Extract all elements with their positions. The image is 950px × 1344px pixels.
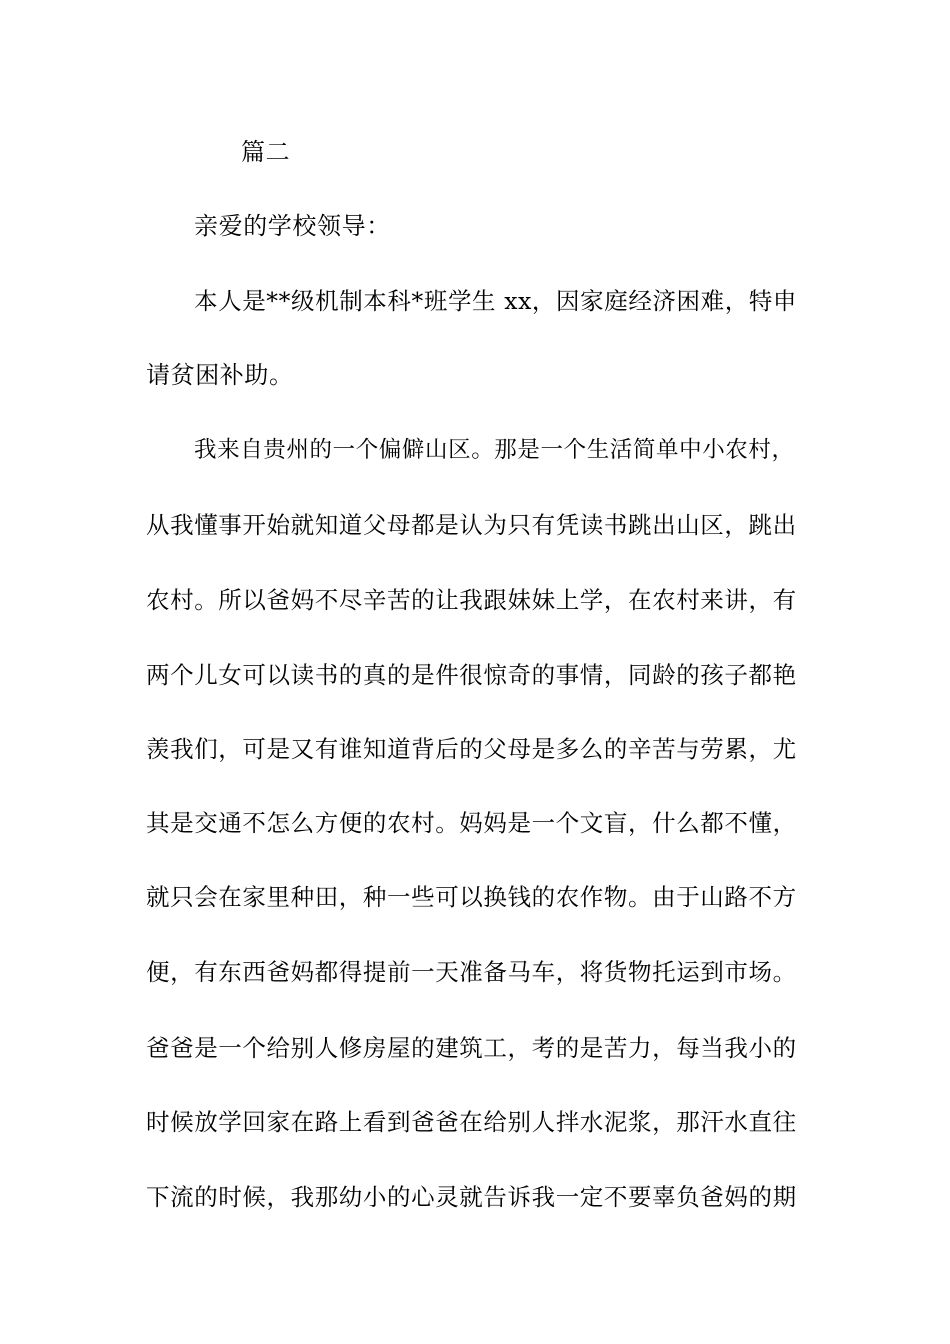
text-line: 其是交通不怎么方便的农村。妈妈是一个文盲，什么都不懂， <box>146 809 797 837</box>
text-line: 就只会在家里种田，种一些可以换钱的农作物。由于山路不方 <box>146 883 797 911</box>
text-line: 农村。所以爸妈不尽辛苦的让我跟妹妹上学，在农村来讲，有 <box>146 586 797 614</box>
text-line: 爸爸是一个给别人修房屋的建筑工，考的是苦力，每当我小的 <box>146 1034 797 1062</box>
text-line: 请贫困补助。 <box>146 361 294 389</box>
text-line: 下流的时候，我那幼小的心灵就告诉我一定不要辜负爸妈的期 <box>146 1183 797 1211</box>
text-line: 羡我们，可是又有谁知道背后的父母是多么的辛苦与劳累，尤 <box>146 735 797 763</box>
text-line: 我来自贵州的一个偏僻山区。那是一个生活简单中小农村， <box>194 437 795 463</box>
salutation: 亲爱的学校领导： <box>194 212 391 240</box>
text-line: 从我懂事开始就知道父母都是认为只有凭读书跳出山区，跳出 <box>146 511 797 539</box>
text-line: 时候放学回家在路上看到爸爸在给别人拌水泥浆，那汗水直往 <box>146 1108 797 1136</box>
text-line: 本人是**级机制本科*班学生 xx，因家庭经济困难，特申 <box>194 287 798 315</box>
section-title: 篇二 <box>241 138 291 166</box>
text-line: 两个儿女可以读书的真的是件很惊奇的事情，同龄的孩子都艳 <box>146 661 797 689</box>
text-line: 便，有东西爸妈都得提前一天准备马车，将货物托运到市场。 <box>146 958 797 986</box>
